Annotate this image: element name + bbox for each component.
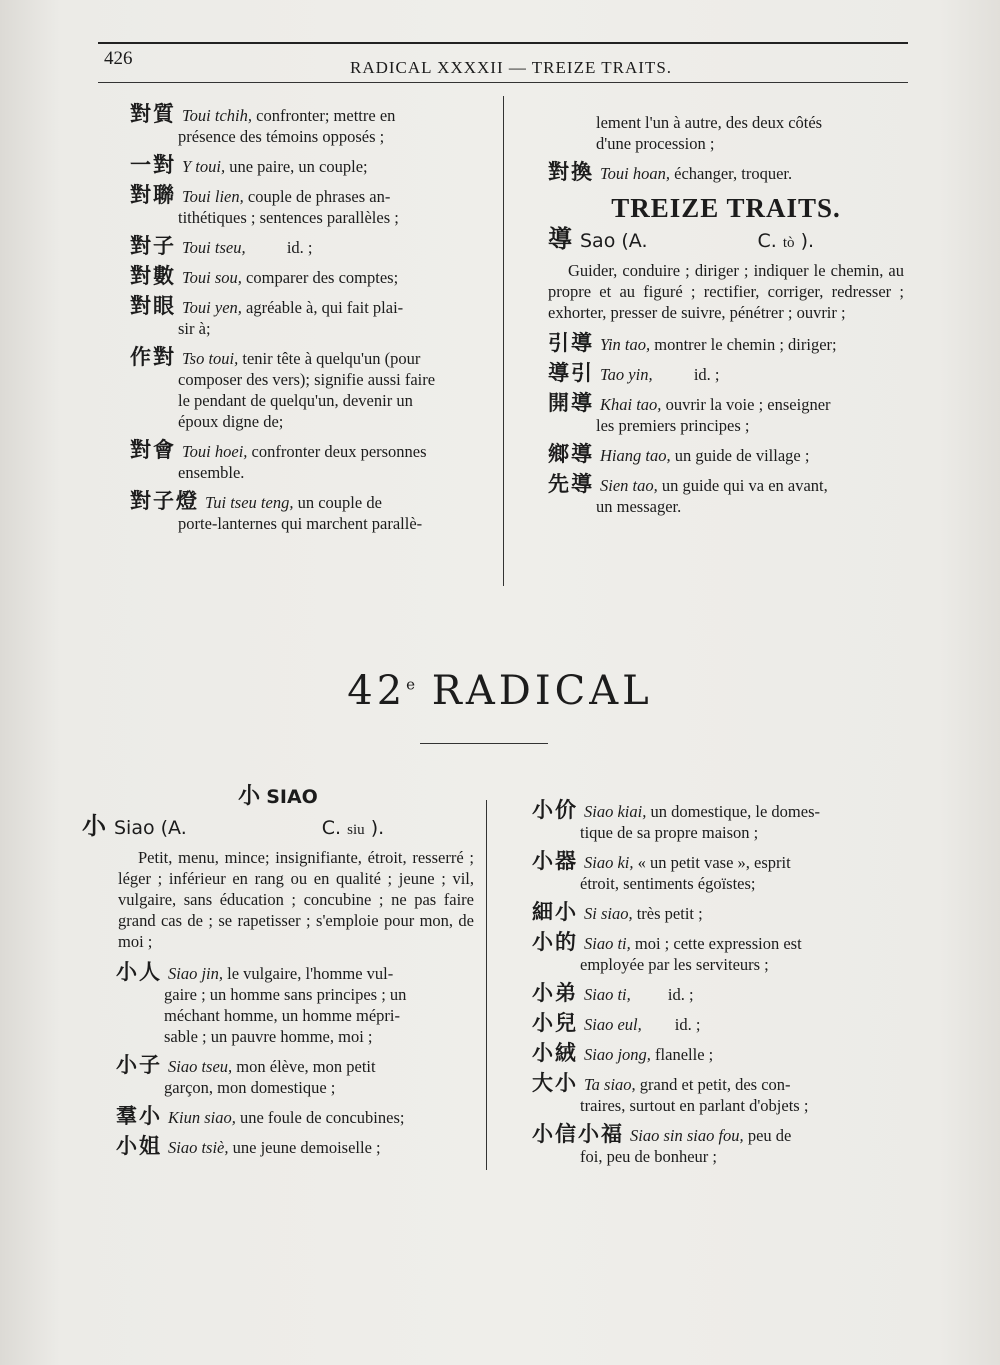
entry-definition-line: traires, surtout en parlant d'objets ; — [580, 1096, 809, 1115]
entry-definition-line: agréable à, qui fait plai- — [241, 298, 404, 317]
entry-definition-line: tique de sa propre maison ; — [580, 823, 759, 842]
entry-characters: 小器 — [532, 849, 578, 873]
top-rule — [98, 42, 908, 44]
entry-definition-line: ensemble. — [178, 463, 245, 482]
continuation-line-2: d'une procession ; — [596, 134, 715, 153]
head-c-note: siu — [347, 822, 365, 838]
entry-definition-line: gaire ; un homme sans principes ; un — [164, 985, 407, 1004]
entry-romanization: Kiun siao, — [168, 1108, 236, 1127]
entry-characters: 小价 — [532, 798, 578, 822]
entry-romanization: Tso toui, — [182, 349, 239, 368]
entry-definition-line: une foule de concubines; — [235, 1108, 405, 1127]
entry-characters: 對換 — [548, 160, 594, 184]
head-close: ). — [800, 230, 815, 252]
lower-right-column — [532, 800, 890, 1175]
entry-romanization: Siao ki, — [584, 853, 634, 872]
entry-characters: 小子 — [116, 1053, 162, 1077]
entry-characters: 大小 — [532, 1071, 578, 1095]
entry-definition-line: un guide de village ; — [670, 446, 810, 465]
dictionary-entry — [130, 491, 490, 534]
sub-heading-word: SIAO — [266, 786, 318, 808]
entry-romanization: Yin tao, — [600, 335, 651, 354]
entry-romanization: Sien tao, — [600, 476, 658, 495]
entry-definition-line: présence des témoins opposés ; — [178, 127, 385, 146]
header-rule — [98, 82, 908, 83]
dictionary-entry — [116, 1106, 474, 1128]
entry-characters: 對質 — [130, 102, 176, 126]
entry-characters: 鄉導 — [548, 442, 594, 466]
upper-left-column — [130, 104, 490, 542]
entry-definition-line: tenir tête à quelqu'un (pour — [238, 349, 421, 368]
sub-heading — [82, 786, 474, 808]
upper-column-rule — [503, 96, 504, 586]
entry-definition-line: couple de phrases an- — [243, 187, 391, 206]
entry-characters: 引導 — [548, 331, 594, 355]
entry-romanization: Khai tao, — [600, 395, 662, 414]
entry-characters: 導引 — [548, 361, 594, 385]
dictionary-entry — [532, 983, 890, 1005]
entry-definition-line: foi, peu de bonheur ; — [580, 1147, 718, 1166]
head-word: Siao (A. — [114, 817, 187, 839]
entry-definition-line: ouvrir la voie ; enseigner — [661, 395, 831, 414]
entry-characters: 對數 — [130, 264, 176, 288]
head-c: C. — [757, 230, 777, 252]
dictionary-entry — [548, 363, 904, 385]
entry-definition-line: garçon, mon domestique ; — [164, 1078, 336, 1097]
entry-definition-line: « un petit vase », esprit — [633, 853, 791, 872]
entry-definition-line: un guide qui va en avant, — [657, 476, 828, 495]
running-title: RADICAL XXXXII — TREIZE TRAITS. — [350, 58, 673, 77]
entry-characters: 對聯 — [130, 183, 176, 207]
dictionary-entry — [532, 1043, 890, 1065]
entry-definition-line: un couple de — [293, 493, 382, 512]
entry-characters: 作對 — [130, 345, 176, 369]
entry-definition-line: méchant homme, un homme mépri- — [164, 1006, 400, 1025]
radical-sup: e — [406, 675, 416, 694]
dictionary-entry — [532, 902, 890, 924]
entry-romanization: Tao yin, — [600, 365, 653, 384]
entry-characters: 開導 — [548, 391, 594, 415]
entry-characters: 對會 — [130, 438, 176, 462]
lower-left-column — [82, 786, 474, 1166]
entry-characters: 小弟 — [532, 981, 578, 1005]
entry-romanization: Toui hoei, — [182, 442, 248, 461]
entry-romanization: Siao sin siao fou, — [630, 1126, 744, 1145]
entry-characters: 細小 — [532, 900, 578, 924]
entry-romanization: Siao tseu, — [168, 1057, 233, 1076]
dictionary-entry — [116, 1136, 474, 1158]
continuation-line-1: lement l'un à autre, des deux côtés — [596, 113, 823, 132]
entry-romanization: Siao eul, — [584, 1015, 642, 1034]
entry-definition-line: id. ; — [641, 1015, 701, 1034]
definition-paragraph: Guider, conduire ; diriger ; indiquer le chemin, au propre et au figuré ; rectifier, corriger, redresser ; exhorter, presser de suivre, pénétrer ; ouvrir ; — [548, 261, 904, 322]
dictionary-entry — [116, 1055, 474, 1098]
entry-characters: 小姐 — [116, 1134, 162, 1158]
entry-definition-line: époux digne de; — [178, 412, 284, 431]
entries-list — [548, 333, 904, 517]
entry-romanization: Siao kiai, — [584, 802, 647, 821]
entry-characters: 小的 — [532, 930, 578, 954]
dictionary-entry — [532, 1124, 890, 1167]
entry-definition-line: porte-lanternes qui marchent parallè- — [178, 514, 423, 533]
entry-characters: 對眼 — [130, 294, 176, 318]
entry-romanization: Toui yen, — [182, 298, 242, 317]
entry-definition-line: une paire, un couple; — [225, 157, 368, 176]
radical-word: RADICAL — [431, 668, 653, 714]
entry-romanization: Toui tseu, — [182, 238, 246, 257]
entry-definition-line: un domestique, le domes- — [646, 802, 821, 821]
entry-definition-line: confronter deux personnes — [247, 442, 427, 461]
entry-definition-line: un messager. — [596, 497, 682, 516]
entry-characters: 小兒 — [532, 1011, 578, 1035]
entry-romanization: Hiang tao, — [600, 446, 671, 465]
dictionary-entry — [532, 1073, 890, 1116]
entry-characters: 對子燈 — [130, 489, 199, 513]
entry-romanization: Siao tsiè, — [168, 1138, 229, 1157]
dictionary-entry — [130, 155, 490, 177]
head-character: 導 — [548, 225, 572, 253]
dictionary-entry — [532, 932, 890, 975]
entry-definition-line: sable ; un pauvre homme, moi ; — [164, 1027, 373, 1046]
dictionary-entry — [548, 393, 904, 436]
entry-romanization: Toui hoan, — [600, 164, 670, 183]
entry-definition-line: tithétiques ; sentences parallèles ; — [178, 208, 399, 227]
head-c-note: tò — [782, 235, 795, 251]
entry-definition-line: le pendant de quelqu'un, devenir un — [178, 391, 413, 410]
dictionary-entry — [130, 266, 490, 288]
entry-characters: 小人 — [116, 960, 162, 984]
head-c: C. — [321, 817, 342, 839]
dictionary-entry — [116, 962, 474, 1047]
dictionary-entry — [548, 474, 904, 517]
page-number: 426 — [104, 48, 133, 69]
entry-romanization: Si siao, — [584, 904, 633, 923]
dictionary-entry — [130, 347, 490, 432]
radical-number: 42 — [347, 668, 407, 714]
dictionary-entry — [548, 333, 904, 355]
entry-definition-line: étroit, sentiments égoïstes; — [580, 874, 756, 893]
entry-romanization: Y toui, — [182, 157, 226, 176]
entry-definition: échanger, troquer. — [670, 164, 793, 183]
entry-definition-line: une jeune demoiselle ; — [228, 1138, 381, 1157]
dictionary-entry — [130, 236, 490, 258]
head-entry-siao — [82, 812, 474, 841]
radical-heading — [0, 668, 1000, 714]
entry-characters: 先導 — [548, 472, 594, 496]
lower-column-rule — [486, 800, 487, 1170]
entry-romanization: Siao ti, — [584, 934, 631, 953]
dictionary-entry — [130, 104, 490, 147]
entry-definition-line: confronter; mettre en — [252, 106, 396, 125]
entry-definition-line: le vulgaire, l'homme vul- — [223, 964, 394, 983]
entry-definition-line: id. ; — [652, 365, 720, 384]
sub-heading-character: 小 — [238, 784, 261, 809]
dictionary-entry — [130, 185, 490, 228]
entry-romanization: Toui sou, — [182, 268, 242, 287]
entry-romanization: Siao jong, — [584, 1045, 651, 1064]
entry-definition-line: id. ; — [245, 238, 313, 257]
entry-romanization: Tui tseu teng, — [205, 493, 294, 512]
entries-list — [82, 962, 474, 1158]
dictionary-entry — [532, 1013, 890, 1035]
upper-right-column — [548, 112, 904, 525]
entry-characters: 對子 — [130, 234, 176, 258]
entry-characters: 一對 — [130, 153, 176, 177]
entry-definition-line: très petit ; — [632, 904, 703, 923]
head-character: 小 — [82, 812, 106, 840]
head-entry-sao — [548, 225, 904, 254]
entry-romanization: Toui tchih, — [182, 106, 252, 125]
heading-rule — [420, 743, 548, 744]
entry-definition-line: composer des vers); signifie aussi faire — [178, 370, 436, 389]
dictionary-entry — [548, 444, 904, 466]
dictionary-entry — [130, 296, 490, 339]
entry-definition-line: flanelle ; — [650, 1045, 714, 1064]
dictionary-entry — [130, 440, 490, 483]
entry-definition-line: moi ; cette expression est — [630, 934, 802, 953]
entry-definition-line: id. ; — [630, 985, 694, 1004]
entry-definition-line: mon élève, mon petit — [232, 1057, 376, 1076]
entry-definition-line: peu de — [743, 1126, 792, 1145]
head-word: Sao (A. — [580, 230, 648, 252]
entry-characters: 小絨 — [532, 1041, 578, 1065]
entry-definition-line: sir à; — [178, 319, 211, 338]
entry-characters: 小信小福 — [532, 1122, 624, 1146]
entry-definition-line: montrer le chemin ; diriger; — [650, 335, 837, 354]
definition-paragraph: Petit, menu, mince; insignifiante, étroit, resserré ; léger ; inférieur en rang ou en qualité ; jeune ; vil, vulgaire, sans éducation ; concubine ; ne pas faire grand cas de ; se rapetisser ; s'emploie pour mon, de moi ; — [118, 848, 474, 951]
entry-definition-line: comparer des comptes; — [241, 268, 399, 287]
entry-romanization: Siao ti, — [584, 985, 631, 1004]
entry-characters: 羣小 — [116, 1104, 162, 1128]
entry-romanization: Toui lien, — [182, 187, 244, 206]
entry-definition-line: les premiers principes ; — [596, 416, 750, 435]
entry-romanization: Ta siao, — [584, 1075, 636, 1094]
entry-romanization: Siao jin, — [168, 964, 224, 983]
head-close: ). — [370, 817, 385, 839]
section-title: TREIZE TRAITS. — [611, 193, 841, 223]
entry-toui-hoan — [548, 162, 904, 184]
entry-definition-line: grand et petit, des con- — [635, 1075, 791, 1094]
dictionary-entry — [532, 800, 890, 843]
entry-definition-line: employée par les serviteurs ; — [580, 955, 769, 974]
dictionary-entry — [532, 851, 890, 894]
